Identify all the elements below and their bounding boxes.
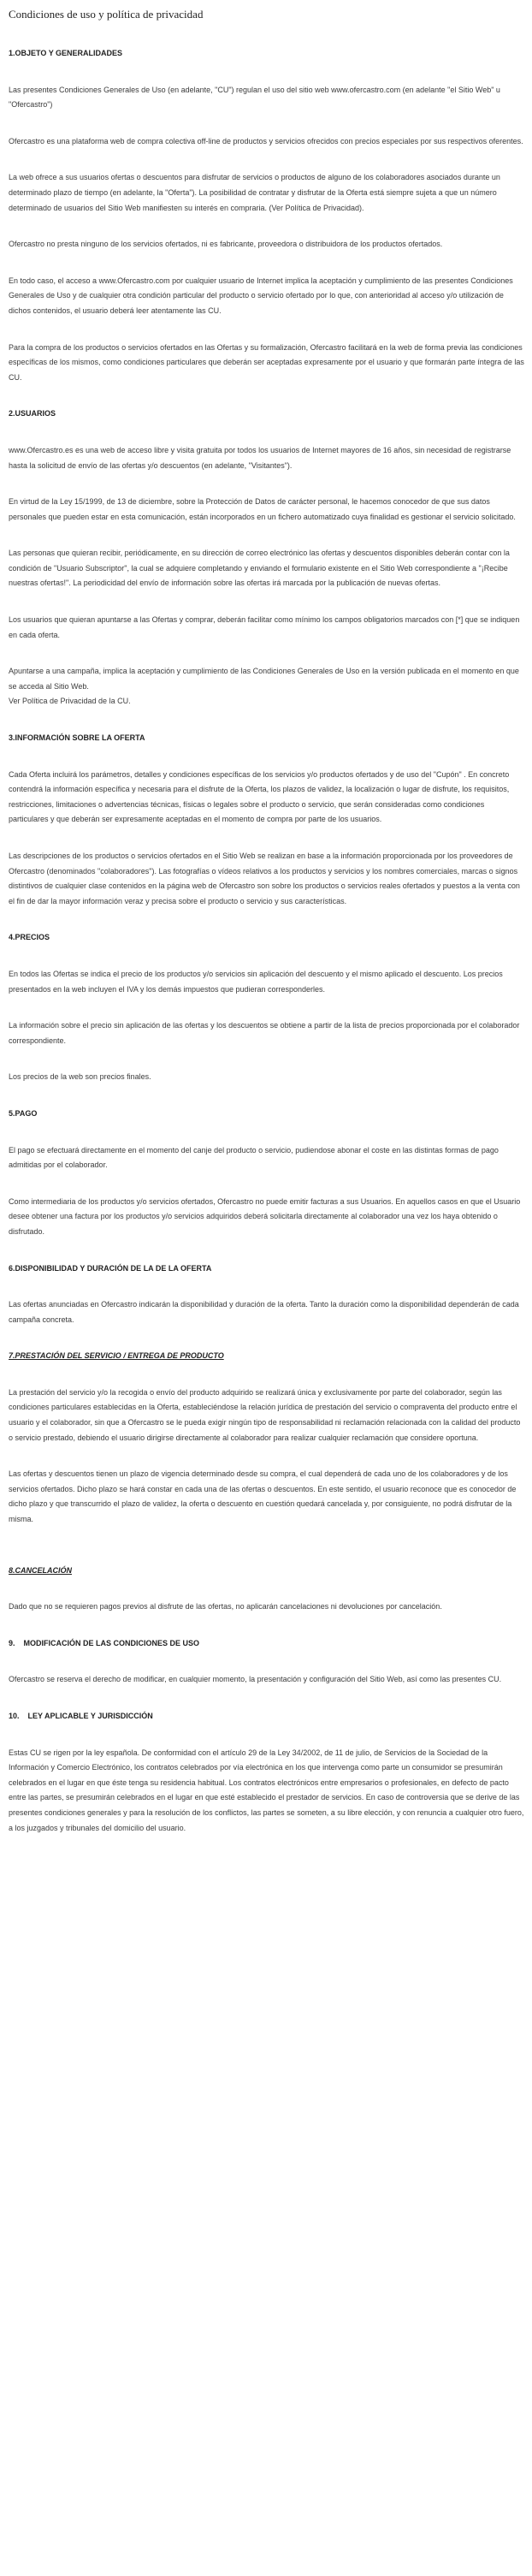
paragraph: En todos las Ofertas se indica el precio de los productos y/o servicios sin aplicación del descuento y el mismo aplicado el descuento. Los precios presentados en la web incluyen el IVA y los demás impuestos que pudieran corresponderles. (9, 969, 503, 994)
section-disponibilidad (9, 1261, 525, 1328)
section-heading: 8.CANCELACIÓN (9, 1565, 73, 1575)
section-prestacion-servicio (9, 1349, 525, 1527)
paragraph: En virtud de la Ley 15/1999, de 13 de diciembre, sobre la Protección de Datos de carácter personal, le hacemos conocedor de que sus datos personales que pueden estar en esta comunicación, están incorporados en un fichero automatizado cuya finalidad es gestionar el servicio solicitado. (9, 497, 516, 521)
section-cancelacion (9, 1564, 525, 1615)
paragraph: Ofercastro es una plataforma web de compra colectiva off-line de productos y servicios ofrecidos con precios especiales por sus respectivos oferentes. (9, 136, 523, 145)
paragraph: La información sobre el precio sin aplicación de las ofertas y los descuentos se obtiene a partir de la lista de precios proporcionada por el colaborador correspondiente. (9, 1021, 520, 1045)
paragraph: Ofercastro no presta ninguno de los servicios ofertados, ni es fabricante, proveedora o distribuidora de los productos ofertados. (9, 240, 443, 249)
section-modificacion (9, 1636, 525, 1688)
section-heading: 2.USUARIOS (9, 409, 56, 418)
paragraph: La web ofrece a sus usuarios ofertas o descuentos para disfrutar de servicios o productos de alguno de los colaboradores asociados durante un determinado plazo de tiempo (en adelante, la "Oferta"). La posibilidad de contratar y disfrutar de la Oferta está siempre sujeta a que un número determinado de usuarios del Sitio Web manifiesten su interés en compraria. (Ver Política de Privacidad). (9, 173, 500, 212)
paragraph: Las descripciones de los productos o servicios ofertados en el Sitio Web se realizan en base a la información proporcionada por los proveedores de Ofercastro (denominados "colaboradores"). Las fotografías o vídeos relativos a los productos y servicios y los nombres comerciales, marcas o signos distintivos de cualquier clase contenidos en la página web de Ofercastro son sobre los productos o servicios reales ofertados y puestos a la venta con el fin de dar la mayor información veraz y precisa sobre el producto o servicio y sus características. (9, 852, 520, 905)
paragraph: El pago se efectuará directamente en el momento del canje del producto o servicio, pudiendose abonar el coste en las distintas formas de pago admitidas por el colaborador. (9, 1145, 499, 1170)
paragraph: Las ofertas y descuentos tienen un plazo de vigencia determinado desde su compra, el cual dependerá de cada uno de los colaboradores y de los servicios ofertados. Dicho plazo se hará constar en cada una de las ofertas o descuentos. En este sentido, el usuario reconoce que es conocedor de dicho plazo y que transcurrido el plazo de validez, la oferta o descuento en cuestión quedará cancelada y, por consiguiente, no podrá disfrutar de la misma. (9, 1469, 517, 1524)
paragraph: www.Ofercastro.es es una web de acceso libre y visita gratuita por todos los usuarios de Internet mayores de 16 años, sin necesidad de registrarse hasta la solicitud de envío de las ofertas y/o descuentos (en adelante, "Visitantes"). (9, 445, 511, 470)
paragraph: Ofercastro se reserva el derecho de modificar, en cualquier momento, la presentación y configuración del Sitio Web, así como las presentes CU. (9, 1675, 502, 1684)
privacy-policy-link[interactable]: Ver Política de Privacidad de la CU. (9, 697, 131, 706)
section-precios (9, 930, 525, 1085)
paragraph: Como intermediaria de los productos y/o servicios ofertados, Ofercastro no puede emitir facturas a sus Usuarios. En aquellos casos en que el Usuario desee obtener una factura por los productos y/o servicios adquiridos deberá solicitarla directamente al colaborador una vez los haya obtenido o disfrutado. (9, 1196, 521, 1236)
section-heading: 1.OBJETO Y GENERALIDADES (9, 49, 123, 57)
section-heading: 3.INFORMACIÓN SOBRE LA OFERTA (9, 733, 145, 743)
section-heading: 5.PAGO (9, 1108, 38, 1118)
section-objeto (9, 46, 525, 385)
paragraph: Las presentes Condiciones Generales de Uso (en adelante, "CU") regulan el uso del sitio web www.ofercastro.com (en adelante "el Sitio Web" u "Ofercastro") (9, 85, 500, 110)
section-ley-aplicable (9, 1709, 525, 1836)
paragraph: Dado que no se requieren pagos previos al disfrute de las ofertas, no aplicarán cancelaciones ni devoluciones por cancelación. (9, 1602, 442, 1611)
paragraph: Para la compra de los productos o servicios ofertados en las Ofertas y su formalización, Ofercastro facilitará en la web de forma previa las condiciones específicas de los mismos, como condiciones particulares que deberán ser aceptadas expresamente por el usuario y que formarán parte íntegra de las CU. (9, 342, 524, 382)
paragraph: Los precios de la web son precios finales. (9, 1072, 151, 1082)
paragraph: Estas CU se rigen por la ley española. De conformidad con el artículo 29 de la Ley 34/2002, de 11 de julio, de Servicios de la Sociedad de la Información y Comercio Electrónico, los contratos celebrados por vía electrónica en los que intervenga como parte un consumidor se presumirán celebrados en el lugar en que éste tenga su residencia habitual. Los contratos electrónicos entre empresarios o profesionales, en defecto de pacto entre las partes, se presumirán celebrados en el lugar en que esté establecido el prestador de servicios. En caso de controversia que se derive de las presentes condiciones generales y para la resolución de los conflictos, las partes se someten, a su libre elección, y con renuncia a cualquier otro fuero, a los juzgados y tribunales del domicilio del usuario. (9, 1748, 524, 1832)
section-pago (9, 1107, 525, 1240)
paragraph: La prestación del servicio y/o la recogida o envío del producto adquirido se realizará única y exclusivamente por parte del colaborador, según las condiciones particulares establecidas en la Oferta, estableciéndose la relación jurídica de prestación del servicio o compraventa del producto entre el usuario y el colaborador, sin que a Ofercastro se le pueda exigir ningún tipo de responsabilidad ni reclamación relacionada con la calidad del producto o servicio prestado, debiendo el usuario dirigirse directamente al colaborador para realizar cualquier reclamación que considere oportuna. (9, 1387, 521, 1442)
paragraph-line: Apuntarse a una campaña, implica la aceptación y cumplimiento de las Condiciones Generales de Uso en la versión publicada en el momento en que se acceda al Sitio Web. (9, 667, 519, 691)
paragraph: En todo caso, el acceso a www.Ofercastro.com por cualquier usuario de Internet implica la aceptación y cumplimiento de las presentes Condiciones Generales de Uso y de cualquier otra condición particular del producto o servicio ofertado por lo que, con anterioridad al acceso y/o utilización de dichos contenidos, el usuario deberá leer atentamente las CU. (9, 276, 513, 315)
paragraph: Las ofertas anunciadas en Ofercastro indicarán la disponibilidad y duración de la oferta. Tanto la duración como la disponibilidad dependerán de cada campaña concreta. (9, 1300, 519, 1324)
section-heading: 4.PRECIOS (9, 933, 50, 942)
page-title: Condiciones de uso y política de privacidad (9, 8, 204, 21)
paragraph (9, 664, 525, 709)
paragraph: Las personas que quieran recibir, periódicamente, en su dirección de correo electrónico las ofertas y descuentos disponibles deberán contar con la condición de "Usuario Subscriptor", la cual se adquiere completando y enviando el formulario existente en el Sitio Web correspondiente a "¡Recibe nuestras ofertas!". La periodicidad del envío de información sobre las ofertas irá marcada por la publicación de nuevas ofertas. (9, 549, 510, 588)
paragraph: Cada Oferta incluirá los parámetros, detalles y condiciones específicas de los servicios y/o productos ofertados y de uso del "Cupón" . En concreto contendrá la información específica y necesaria para el disfrute de la Oferta, los plazos de validez, la localización o lugar de disfrute, los requisitos, restricciones, limitaciones o advertencias técnicas, físicas o legales sobre el producto o servicio, que serán consideradas como condiciones particulares y que deberán ser expresamente aceptadas en el momento de compra por parte de los usuarios. (9, 769, 510, 824)
section-heading: 6.DISPONIBILIDAD Y DURACIÓN DE LA DE LA OFERTA (9, 1263, 212, 1273)
section-heading: 10. LEY APLICABLE Y JURISDICCIÓN (9, 1712, 153, 1720)
section-informacion-oferta (9, 731, 525, 909)
section-heading: 9. MODIFICACIÓN DE LAS CONDICIONES DE USO (9, 1638, 200, 1647)
section-usuarios (9, 407, 525, 709)
section-heading: 7.PRESTACIÓN DEL SERVICIO / ENTREGA DE PRODUCTO (9, 1351, 224, 1361)
paragraph: Los usuarios que quieran apuntarse a las Ofertas y comprar, deberán facilitar como mínimo los campos obligatorios marcados con [*] que se indiquen en cada oferta. (9, 615, 520, 639)
